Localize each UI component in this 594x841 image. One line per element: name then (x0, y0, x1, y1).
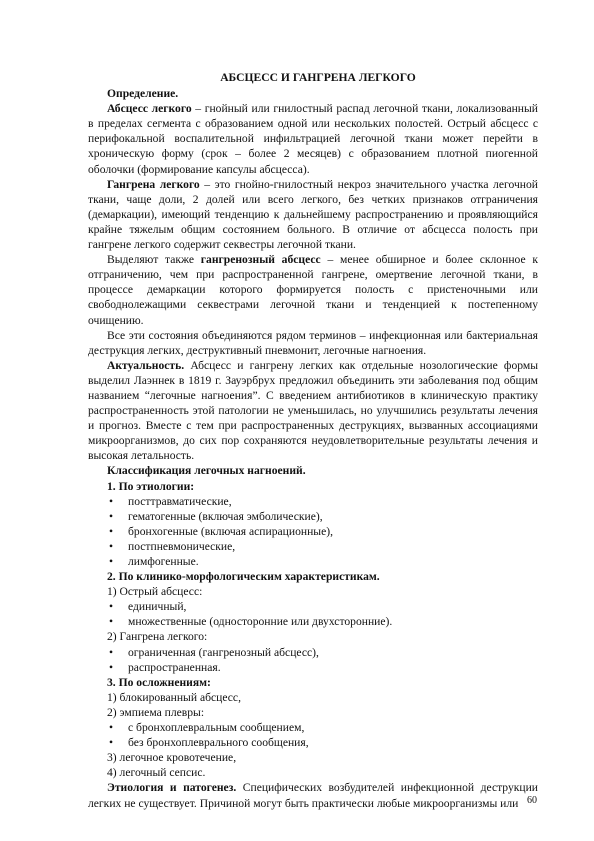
abscess-definition-paragraph (88, 101, 538, 176)
etiology-section-heading: 1. По этиологии: (107, 479, 195, 493)
list-item-text: гематогенные (включая эмболические), (128, 509, 323, 523)
gangrene-list (88, 645, 538, 675)
complications-section-heading: 3. По осложнениям: (107, 675, 211, 689)
etiology-term: Этиология и патогенез. (107, 781, 237, 795)
list-item (88, 720, 538, 735)
acute-abscess-list (88, 599, 538, 629)
complication-line: 3) легочное кровотечение, (107, 751, 237, 765)
list-item (88, 645, 538, 660)
etiology-text: Специфических возбудителей инфекционной деструкции легких не существует. Причиной могут быть практически любые микроорганизмы или (88, 781, 538, 810)
list-item-text: с бронхоплевральным сообщением, (128, 721, 305, 735)
list-item-text: единичный, (128, 600, 187, 614)
bullet-icon: • (109, 555, 114, 568)
relevance-text: Абсцесс и гангрену легких как отдельные нозологические формы выделил Лаэннек в 1819 г. Зауэрбрух предложил объединить эти заболевания под общим названием “легочные нагноения”. С введением антибиотиков в клиническую практику распространенность этой патологии не уменьшилась, но улучшились результаты лечения и прогноз. Вместе с тем при распространенных деструкциях, вызванных ассоциациями микроорганизмов, до сих пор сохраняются неудовлетворительные результаты лечения и высокая летальность. (88, 358, 538, 463)
bullet-icon: • (109, 539, 114, 553)
list-item-text: бронхогенные (включая аспирационные), (128, 524, 333, 538)
list-item (88, 524, 538, 539)
list-item-text: лимфогенные. (128, 555, 199, 568)
page-title: АБСЦЕСС И ГАНГРЕНА ЛЕГКОГО (220, 71, 416, 84)
list-item-text: ограниченная (гангренозный абсцесс), (128, 645, 319, 659)
bullet-icon: • (109, 600, 114, 614)
gangrene-definition-text: – это гнойно-гнилостный некроз значительного участка легочной ткани, чаще доли, 2 долей или всего легкого, без четких признаков отграничения (демаркации), имеющий тенденцию к дальнейшему распространению и проявляющийся крайне тяжелым общим состоянием больного. В отличие от абсцесса полость при гангрене легкого содержит секвестры легочной ткани. (88, 177, 538, 252)
complication-line: 1) блокированный абсцесс, (107, 690, 241, 704)
bullet-icon: • (109, 736, 114, 750)
gangrene-definition-paragraph (88, 177, 538, 252)
list-item-text: без бронхоплеврального сообщения, (128, 736, 309, 750)
gangrene-subheading: 2) Гангрена легкого: (107, 630, 208, 644)
list-item (88, 509, 538, 524)
complication-line: 2) эмпиема плевры: (107, 705, 205, 719)
list-item (88, 735, 538, 750)
list-item-text: множественные (односторонние или двухсторонние). (128, 615, 393, 629)
classification-heading: Классификация легочных нагноений. (107, 464, 306, 478)
bullet-icon: • (109, 645, 114, 659)
gangrene-term: Гангрена легкого (107, 177, 200, 191)
abscess-term: Абсцесс легкого (107, 102, 192, 116)
list-item-text: распространенная. (128, 660, 221, 674)
terms-paragraph: Все эти состояния объединяются рядом терминов – инфекционная или бактериальная деструкция легких, деструктивный пневмонит, легочные нагноения. (88, 328, 538, 357)
etiology-list (88, 494, 538, 569)
bullet-icon: • (109, 660, 114, 674)
abscess-definition-text: – гнойный или гнилостный распад легочной ткани, локализованный в пределах сегмента с образованием одной или нескольких полостей. Острый абсцесс с перифокальной воспалительной инфильтрацией легочной ткани может перейти в хроническую форму (срок – более 2 месяцев) с образованием плотной пиогенной оболочки (формирование капсулы абсцесса). (88, 102, 538, 176)
bullet-icon: • (109, 615, 114, 629)
list-item (88, 494, 538, 509)
gangrenous-abscess-paragraph (88, 252, 538, 327)
page-number: 60 (527, 795, 537, 806)
page-content (88, 70, 538, 811)
list-item (88, 599, 538, 614)
complication-line: 4) легочный сепсис. (107, 766, 206, 780)
gangrenous-abscess-term: гангренозный абсцесс (200, 253, 321, 267)
relevance-paragraph (88, 358, 538, 464)
bullet-icon: • (109, 509, 114, 523)
bullet-icon: • (109, 721, 114, 735)
morphology-section-heading: 2. По клинико-морфологическим характеристикам. (107, 570, 380, 584)
relevance-term: Актуальность. (107, 358, 185, 372)
list-item (88, 660, 538, 675)
definition-heading: Определение. (107, 87, 179, 101)
empyema-list (88, 720, 538, 750)
bullet-icon: • (109, 494, 114, 508)
list-item-text: постпневмонические, (128, 539, 236, 553)
acute-abscess-subheading: 1) Острый абсцесс: (107, 585, 203, 599)
gangrenous-abscess-text: – менее обширное и более склонное к отграничению, чем при распространенной гангрене, омертвение легочной ткани, в процессе демаркации которого формируется полость с пристеночными или свободнолежащими секвестрами легочной ткани и тенденцией к постепенному очищению. (88, 253, 538, 327)
etiology-paragraph (88, 780, 538, 810)
list-item-text: посттравматические, (128, 494, 232, 508)
list-item (88, 614, 538, 629)
gangrenous-abscess-intro: Выделяют также (107, 253, 201, 267)
list-item (88, 539, 538, 554)
list-item (88, 554, 538, 569)
bullet-icon: • (109, 524, 114, 538)
